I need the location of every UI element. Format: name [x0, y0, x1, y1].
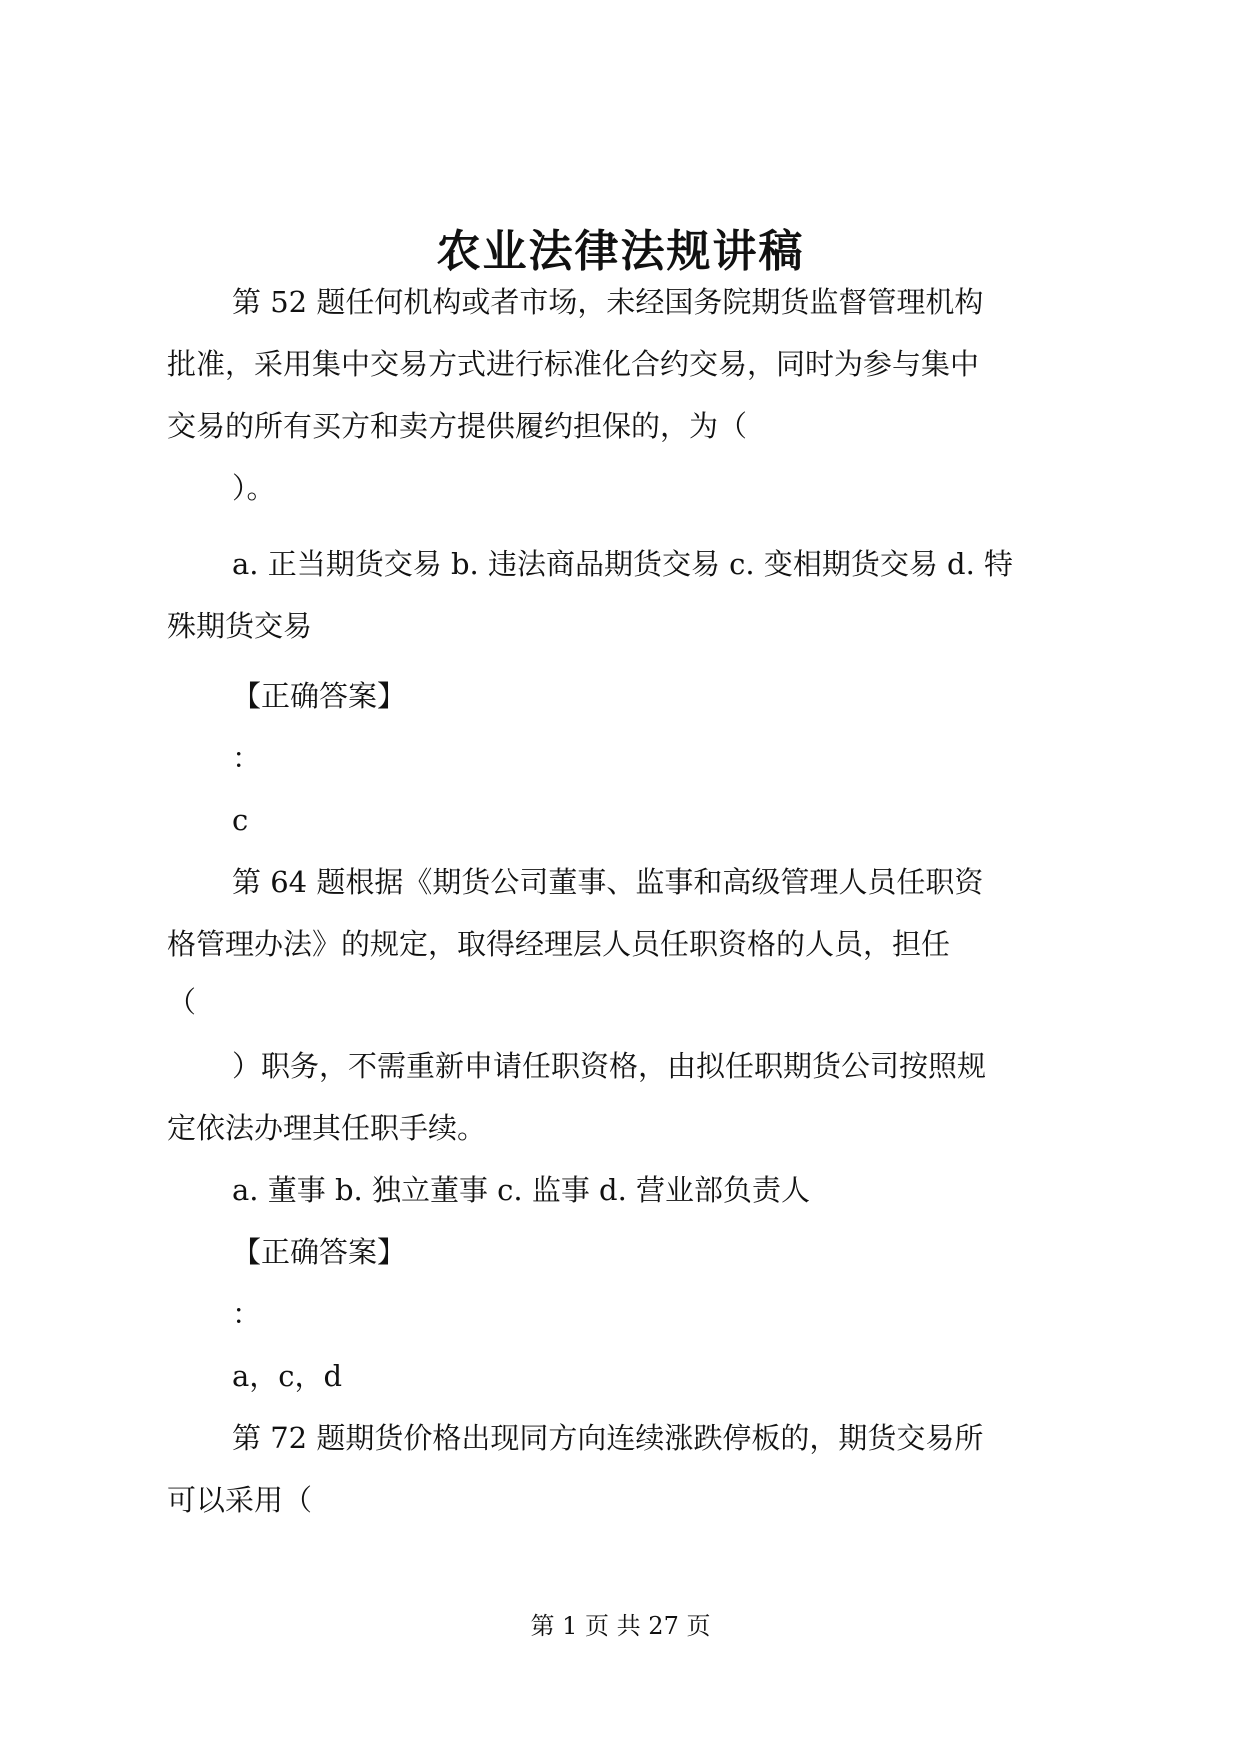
paragraph-line: 第 64 题根据《期货公司董事、监事和高级管理人员任职资	[232, 865, 984, 899]
answer-heading: 【正确答案】	[232, 1235, 407, 1269]
paragraph-line: ）。	[232, 471, 276, 505]
paragraph-line: 第 72 题期货价格出现同方向连续涨跌停板的，期货交易所	[232, 1421, 984, 1455]
answer-value: c	[232, 803, 249, 837]
paragraph-line: 第 52 题任何机构或者市场，未经国务院期货监督管理机构	[232, 285, 984, 319]
answer-heading: 【正确答案】	[232, 679, 407, 713]
paragraph-line: 定依法办理其任职手续。	[167, 1111, 487, 1145]
paragraph-line: 殊期货交易	[167, 609, 313, 643]
paragraph-line: 可以采用（	[167, 1483, 313, 1517]
paragraph-line: a. 董事 b. 独立董事 c. 监事 d. 营业部负责人	[232, 1173, 811, 1207]
answer-colon: ：	[232, 741, 262, 775]
document-title: 农业法律法规讲稿	[436, 226, 805, 277]
page-footer: 第 1 页 共 27 页	[530, 1612, 711, 1640]
paragraph-line: 批准，采用集中交易方式进行标准化合约交易，同时为参与集中	[167, 347, 980, 381]
answer-colon: ：	[232, 1297, 262, 1331]
paragraph-line: （	[167, 985, 197, 1019]
paragraph-line: 交易的所有买方和卖方提供履约担保的，为（	[167, 409, 748, 443]
paragraph-line: 格管理办法》的规定，取得经理层人员任职资格的人员，担任	[167, 927, 951, 961]
answer-value: a，c，d	[232, 1359, 343, 1393]
paragraph-line: ）职务，不需重新申请任职资格，由拟任职期货公司按照规	[232, 1049, 987, 1083]
paragraph-line: a. 正当期货交易 b. 违法商品期货交易 c. 变相期货交易 d. 特	[232, 547, 1014, 581]
